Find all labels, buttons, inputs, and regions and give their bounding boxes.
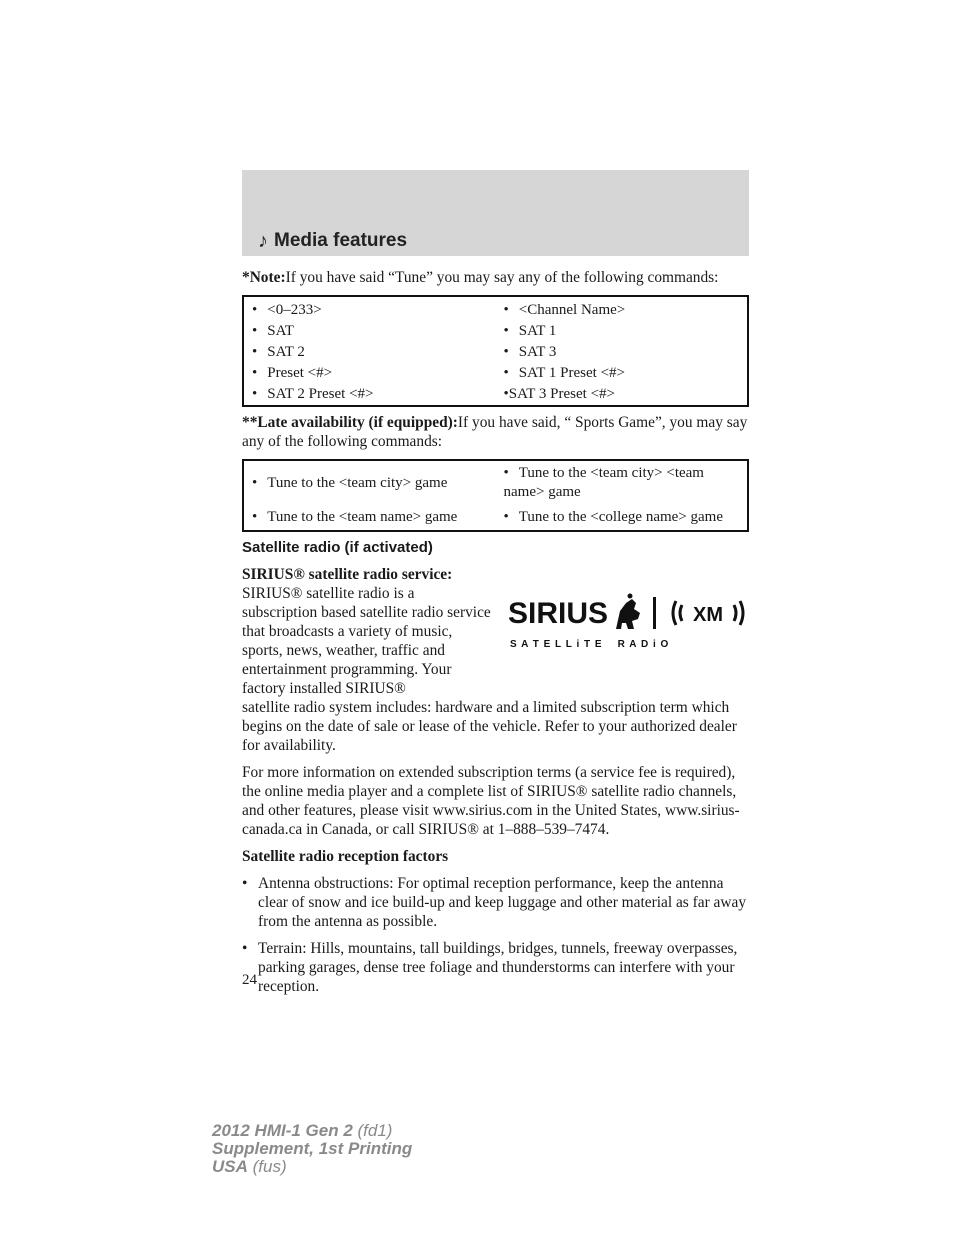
list-item: • Terrain: Hills, mountains, tall buildings, bridges, tunnels, freeway overpasses, parking garages, dense tree foliage and thunderstorms can interfere with your reception. (242, 939, 749, 996)
reception-factors-list (242, 874, 749, 996)
section-title-text: Media features (274, 230, 408, 251)
table-cell: • Tune to the <team city> <team name> game (503, 465, 704, 500)
table-cell: •SAT 3 Preset <#> (503, 386, 615, 402)
table-cell: • SAT 1 (503, 323, 557, 339)
section-title (258, 230, 407, 252)
table-cell: • Tune to the <team name> game (252, 509, 458, 525)
page-number: 24 (242, 972, 257, 988)
list-item: • Antenna obstructions: For optimal reception performance, keep the antenna clear of snow and ice build-up and keep luggage and other material as far away from the antenna as possible. (242, 874, 749, 931)
logo-divider (653, 597, 656, 629)
table-cell: • SAT 3 (503, 344, 557, 360)
table-cell: • SAT 2 Preset <#> (252, 386, 374, 402)
print-footer: 2012 HMI-1 Gen 2 (fd1) Supplement, 1st Printing USA (fus) (212, 1121, 413, 1176)
note-text: If you have said “Tune” you may say any of the following commands: (285, 269, 719, 286)
table-row (243, 342, 748, 363)
page-content (242, 268, 749, 1004)
table-cell: • Preset <#> (252, 365, 333, 381)
table-cell: • <Channel Name> (503, 302, 626, 318)
note-label: *Note: (242, 269, 286, 286)
note-paragraph (242, 268, 749, 287)
tune-commands-table (242, 295, 749, 407)
table-cell: • SAT 2 (252, 344, 305, 360)
section-header-band (242, 170, 749, 256)
table-row (243, 460, 748, 505)
table-cell: • Tune to the <team city> game (252, 474, 448, 491)
xm-logo-text: XM (693, 604, 723, 626)
late-label: **Late availability (if equipped): (242, 414, 458, 431)
table-row (243, 384, 748, 406)
sirius-xm-logo (508, 593, 753, 653)
sirius-intro-text: SIRIUS® satellite radio service: SIRIUS® satellite radio is a subscription based satellite radio service that broadcasts a variety of music, sports, news, weather, traffic and entertainment programming. Your factory installed SIRIUS® (242, 566, 491, 697)
table-row (243, 363, 748, 384)
table-cell: • SAT (252, 323, 294, 339)
sports-commands-table (242, 459, 749, 532)
sirius-label: SIRIUS® satellite radio service: (242, 566, 453, 583)
sirius-dog-icon (616, 594, 640, 630)
satellite-radio-heading: Satellite radio (if activated) (242, 539, 433, 556)
more-info-paragraph: For more information on extended subscription terms (a service fee is required), the online media player and a complete list of SIRIUS® satellite radio channels, and other features, please visit www.sirius.com in the United States, www.sirius-canada.ca in Canada, or call SIRIUS® at 1–888–539–7474. (242, 764, 740, 838)
table-cell: • SAT 1 Preset <#> (503, 365, 625, 381)
reception-heading: Satellite radio reception factors (242, 848, 449, 865)
table-cell: • Tune to the <college name> game (503, 509, 723, 525)
table-row (243, 505, 748, 531)
sirius-continuation-text: satellite radio system includes: hardware and a limited subscription term which begins on the date of sale or lease of the vehicle. Refer to your authorized dealer for availability. (242, 699, 737, 754)
late-availability-paragraph (242, 413, 749, 451)
music-note-icon: ♪ (258, 230, 268, 252)
satellite-radio-logo-text: S A T E L L i T E R A D i O (510, 639, 670, 650)
late-text: If you have said, “ Sports Game”, you may say any of the following commands: (242, 414, 748, 450)
table-row (243, 296, 748, 321)
sirius-service-block (242, 565, 749, 755)
table-row (243, 321, 748, 342)
table-cell: • <0–233> (252, 302, 322, 318)
sirius-logo-text: SIRIUS (508, 597, 609, 630)
